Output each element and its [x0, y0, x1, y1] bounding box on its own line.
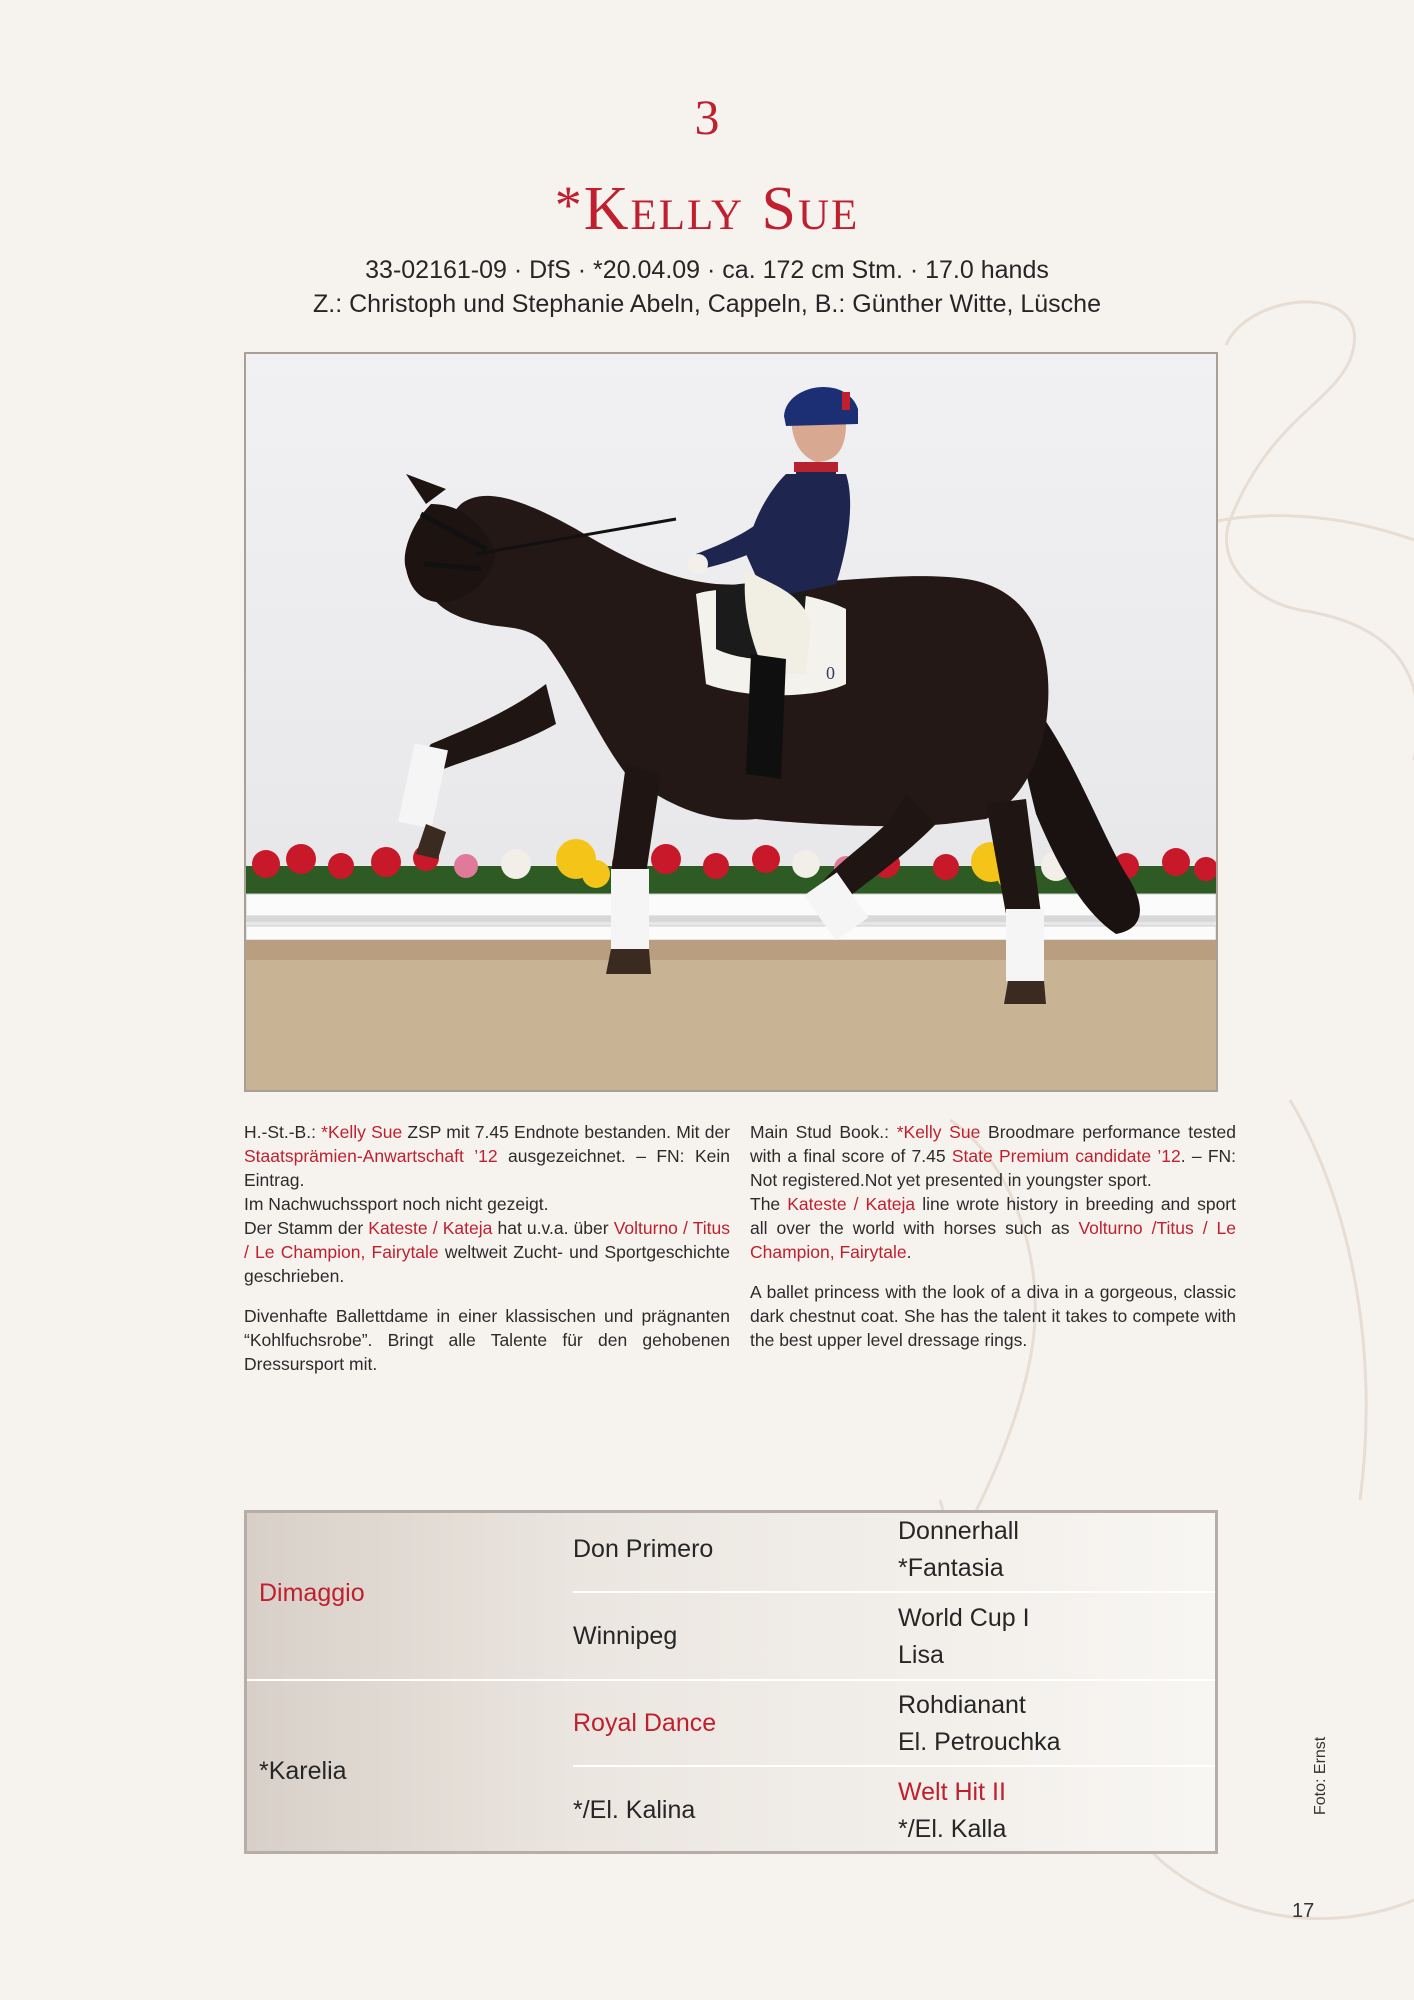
- pedigree-divider: [573, 1765, 1215, 1767]
- svg-text:0: 0: [826, 663, 835, 683]
- pedigree-gen3-2: *Fantasia: [898, 1554, 1004, 1582]
- pedigree-gen3-8: */El. Kalla: [898, 1815, 1007, 1843]
- award-mention: State Premium candidate ’12: [951, 1146, 1181, 1166]
- pedigree-gen3-4: Lisa: [898, 1641, 944, 1669]
- dam-line-mention: Kateste / Kateja: [368, 1218, 493, 1238]
- german-paragraph-2: Im Nachwuchssport noch nicht gezeigt.: [244, 1194, 549, 1214]
- notable-horses-mention: Volturno /Titus / Le Champion, Fairytale: [750, 1218, 1236, 1262]
- horse-name-title: [0, 170, 1414, 244]
- photo-credit: Foto: Ernst: [1312, 1736, 1329, 1815]
- pedigree-gen3-7: Welt Hit II: [898, 1778, 1006, 1806]
- horse-photo: [244, 352, 1218, 1092]
- english-paragraph-1: Main Stud Book.: *Kelly Sue Broodmare performance tested with a final score of 7.45 State Premium candidate ’12. – FN: Not registered.Not yet presented in youngster sport.: [750, 1122, 1237, 1190]
- horse-name-mention: *Kelly Sue: [896, 1122, 981, 1142]
- pedigree-sire-dam: Winnipeg: [573, 1622, 678, 1650]
- dam-line-mention: Kateste / Kateja: [787, 1194, 916, 1214]
- horse-name-mention: *Kelly Sue: [321, 1122, 403, 1142]
- pedigree-sire: Dimaggio: [259, 1579, 365, 1607]
- pedigree-dam: *Karelia: [259, 1757, 347, 1785]
- horse-rider-illustration: [246, 354, 1216, 1090]
- english-paragraph-2: The Kateste / Kateja line wrote history in breeding and sport all over the world with horses such as Volturno /Titus / Le Champion, Fairytale.: [750, 1194, 1236, 1262]
- horse-registration-line: 33-02161-09 · DfS · *20.04.09 · ca. 172 cm Stm. · 17.0 hands: [365, 256, 1049, 284]
- pedigree-gen3-3: World Cup I: [898, 1604, 1030, 1632]
- german-paragraph-4: Divenhafte Ballettdame in einer klassischen und prägnanten “Kohlfuchsrobe”. Bringt alle Talente für den gehobenen Dressursport mit.: [244, 1306, 730, 1374]
- page-number: 17: [1292, 1900, 1315, 1922]
- pedigree-gen3-1: Donnerhall: [898, 1517, 1019, 1545]
- notable-horses-mention: Volturno / Titus / Le Champion, Fairytale: [244, 1218, 730, 1262]
- pedigree-gen3-5: Rohdianant: [898, 1691, 1026, 1719]
- lot-number: 3: [694, 89, 720, 145]
- star-mark: *: [554, 175, 584, 235]
- pedigree-sire-sire: Don Primero: [573, 1535, 714, 1563]
- award-mention: Staatsprämien-Anwartschaft ’12: [244, 1146, 498, 1166]
- pedigree-gen3-6: El. Petrouchka: [898, 1728, 1061, 1756]
- english-paragraph-3: A ballet princess with the look of a diva in a gorgeous, classic dark chestnut coat. She has the talent it takes to compete with the best upper level dressage rings.: [750, 1282, 1236, 1350]
- horse-name: Kelly Sue: [583, 175, 860, 243]
- breeder-owner-line: Z.: Christoph und Stephanie Abeln, Cappeln, B.: Günther Witte, Lüsche: [313, 290, 1101, 318]
- pedigree-divider: [573, 1591, 1215, 1593]
- german-paragraph-1: H.-St.-B.: *Kelly Sue ZSP mit 7.45 Endnote bestanden. Mit der Staatsprämien-Anwartschaft ’12 ausgezeichnet. – FN: Kein Eintrag.: [244, 1122, 731, 1190]
- pedigree-divider: [247, 1679, 1215, 1681]
- pedigree-dam-dam: */El. Kalina: [573, 1796, 696, 1824]
- german-paragraph-3: Der Stamm der Kateste / Kateja hat u.v.a. über Volturno / Titus / Le Champion, Fairytale weltweit Zucht- und Sportgeschichte geschrieben.: [244, 1218, 730, 1286]
- description-german: [244, 1120, 730, 1376]
- pedigree-table: [244, 1510, 1218, 1854]
- description-english: [750, 1120, 1236, 1352]
- pedigree-dam-sire: Royal Dance: [573, 1709, 717, 1737]
